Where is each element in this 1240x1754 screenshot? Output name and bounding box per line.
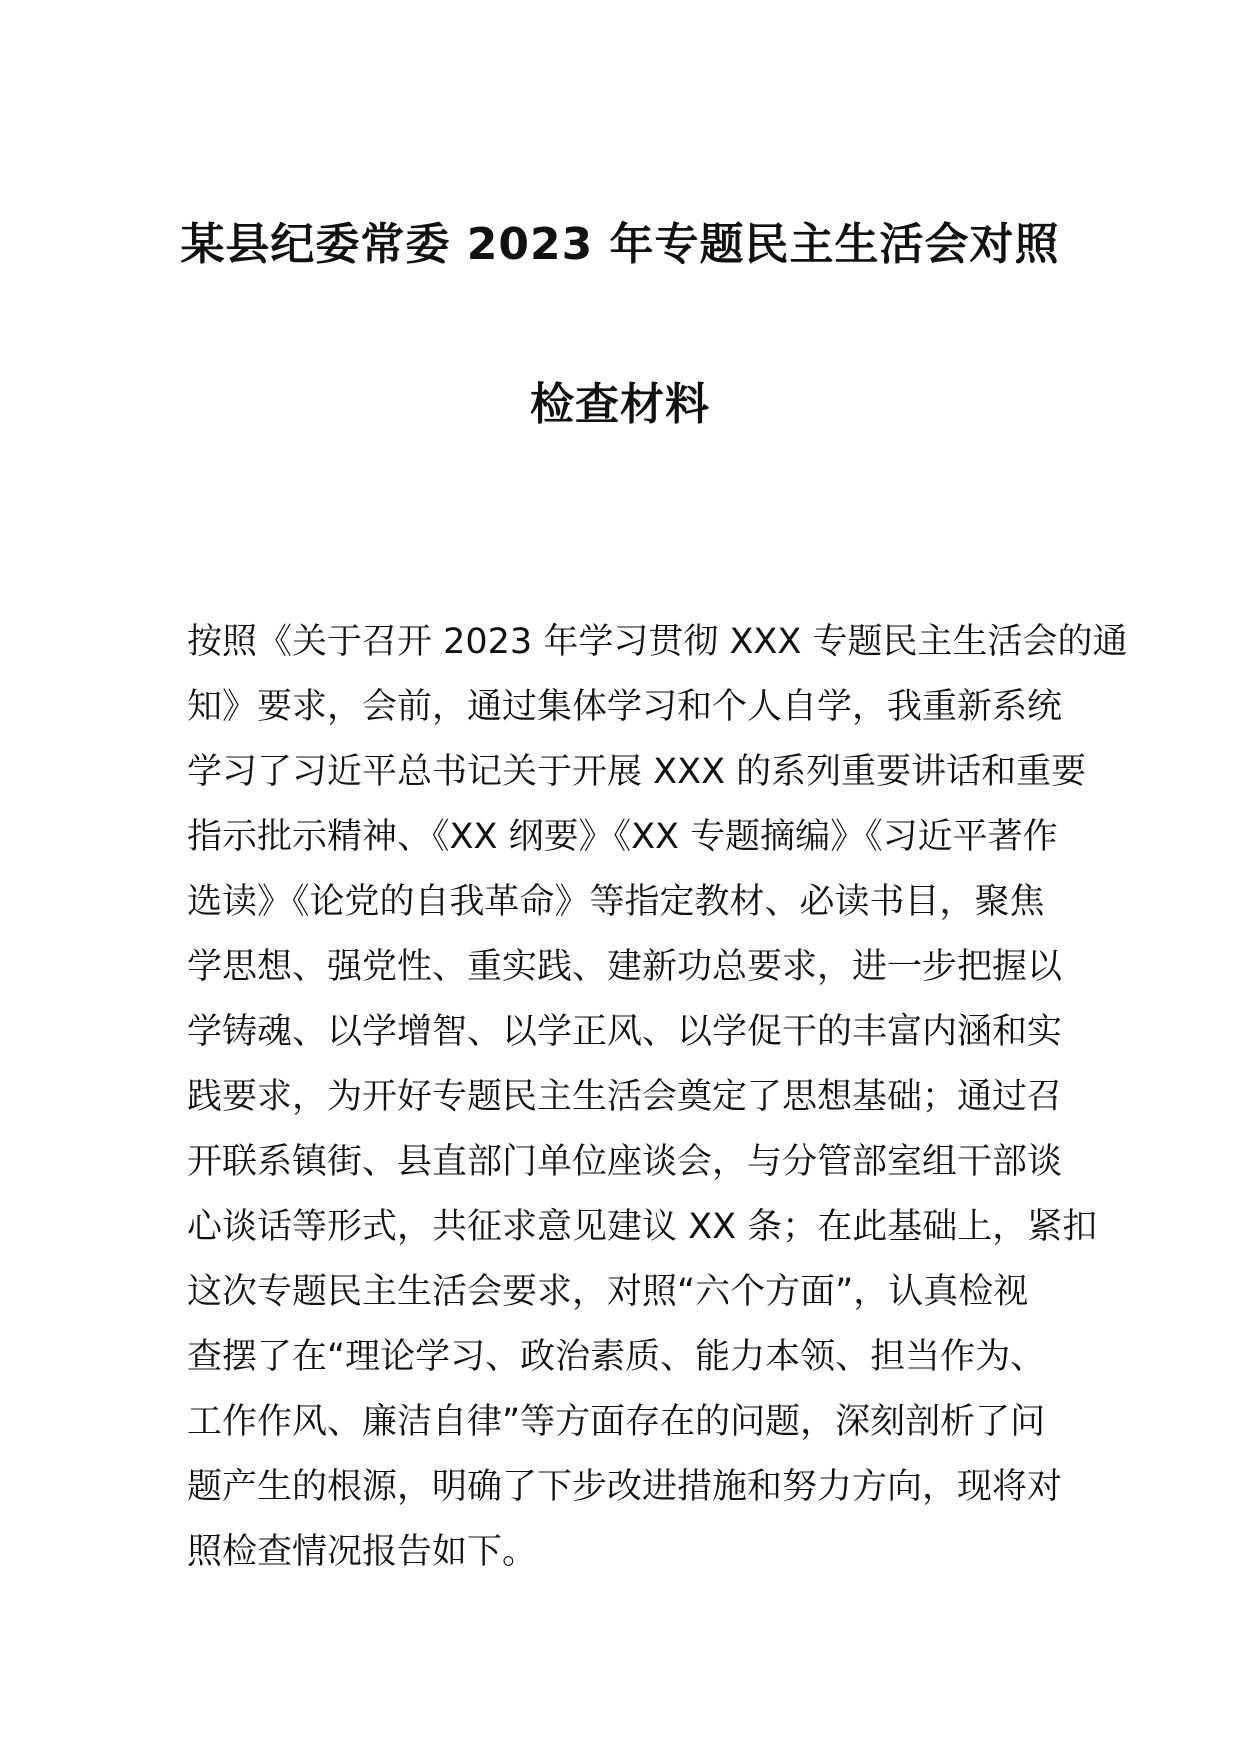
body-line: 学铸魂、以学增智、以学正风、以学促干的丰富内涵和实 <box>187 1012 1063 1052</box>
document-title-line-2: 检查材料 <box>530 379 710 430</box>
body-line: 查摆了在“理论学习、政治素质、能力本领、担当作为、 <box>187 1337 1046 1377</box>
body-line: 践要求，为开好专题民主生活会奠定了思想基础；通过召 <box>187 1077 1063 1117</box>
body-line: 这次专题民主生活会要求，对照“六个方面”，认真检视 <box>187 1272 1029 1312</box>
body-paragraph <box>187 610 1128 1585</box>
body-line: 题产生的根源，明确了下步改进措施和努力方向，现将对 <box>187 1467 1063 1507</box>
body-line: 学习了习近平总书记关于开展 XXX 的系列重要讲话和重要 <box>187 752 1087 792</box>
body-line: 学思想、强党性、重实践、建新功总要求，进一步把握以 <box>187 947 1063 987</box>
body-line: 指示批示精神、《XX 纲要》《XX 专题摘编》《习近平著作 <box>187 817 1058 857</box>
document-title-line-1: 某县纪委常委 2023 年专题民主生活会对照 <box>180 219 1060 270</box>
body-line: 知》要求，会前，通过集体学习和个人自学，我重新系统 <box>187 687 1063 727</box>
body-line: 工作作风、廉洁自律”等方面存在的问题，深刻剖析了问 <box>187 1402 1046 1442</box>
body-line: 开联系镇街、县直部门单位座谈会，与分管部室组干部谈 <box>187 1142 1063 1182</box>
body-line: 按照《关于召开 2023 年学习贯彻 XXX 专题民主生活会的通 <box>187 622 1128 662</box>
body-line: 选读》《论党的自我革命》等指定教材、必读书目，聚焦 <box>187 882 1045 922</box>
body-line: 心谈话等形式，共征求意见建议 XX 条；在此基础上，紧扣 <box>187 1207 1098 1247</box>
body-line: 照检查情况报告如下。 <box>187 1532 538 1572</box>
